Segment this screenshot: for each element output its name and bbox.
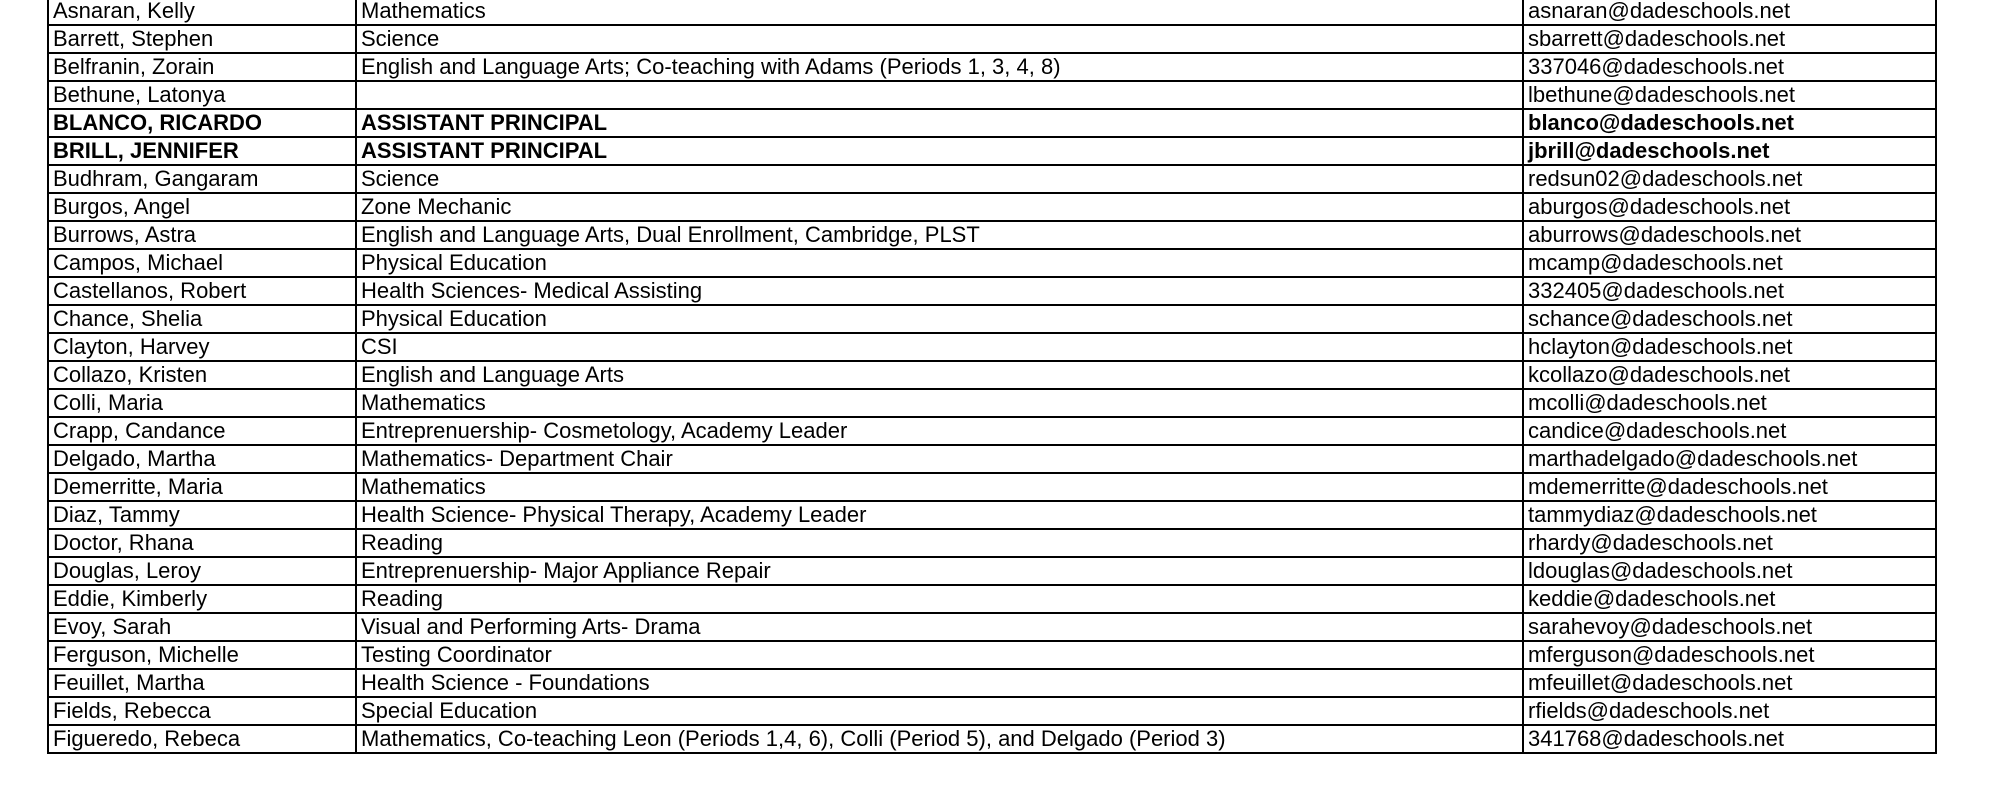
staff-subject-cell: Mathematics: [356, 389, 1523, 417]
staff-name-cell: Figueredo, Rebeca: [48, 725, 356, 753]
staff-email-cell: jbrill@dadeschools.net: [1523, 137, 1936, 165]
table-row: [48, 249, 1936, 277]
staff-subject-cell: Reading: [356, 585, 1523, 613]
staff-name-cell: Doctor, Rhana: [48, 529, 356, 557]
table-row: [48, 473, 1936, 501]
staff-name-cell: Collazo, Kristen: [48, 361, 356, 389]
staff-email-cell: mferguson@dadeschools.net: [1523, 641, 1936, 669]
staff-email-cell: hclayton@dadeschools.net: [1523, 333, 1936, 361]
table-row: [48, 585, 1936, 613]
staff-name-cell: Barrett, Stephen: [48, 25, 356, 53]
staff-name-cell: Burgos, Angel: [48, 193, 356, 221]
table-row: [48, 613, 1936, 641]
staff-subject-cell: Health Sciences- Medical Assisting: [356, 277, 1523, 305]
staff-email-cell: blanco@dadeschools.net: [1523, 109, 1936, 137]
staff-subject-cell: Science: [356, 25, 1523, 53]
staff-name-cell: Feuillet, Martha: [48, 669, 356, 697]
staff-name-cell: Demerritte, Maria: [48, 473, 356, 501]
staff-email-cell: sbarrett@dadeschools.net: [1523, 25, 1936, 53]
staff-subject-cell: Reading: [356, 529, 1523, 557]
staff-subject-cell: Special Education: [356, 697, 1523, 725]
staff-name-cell: Bethune, Latonya: [48, 81, 356, 109]
staff-subject-cell: [356, 81, 1523, 109]
table-row: [48, 25, 1936, 53]
staff-subject-cell: Mathematics- Department Chair: [356, 445, 1523, 473]
table-row: [48, 501, 1936, 529]
staff-email-cell: redsun02@dadeschools.net: [1523, 165, 1936, 193]
staff-subject-cell: Entreprenuership- Cosmetology, Academy Leader: [356, 417, 1523, 445]
staff-name-cell: Budhram, Gangaram: [48, 165, 356, 193]
table-row: [48, 725, 1936, 753]
table-row: [48, 0, 1936, 25]
staff-name-cell: Chance, Shelia: [48, 305, 356, 333]
staff-email-cell: mcamp@dadeschools.net: [1523, 249, 1936, 277]
staff-subject-cell: Entreprenuership- Major Appliance Repair: [356, 557, 1523, 585]
staff-name-cell: BLANCO, RICARDO: [48, 109, 356, 137]
staff-subject-cell: Science: [356, 165, 1523, 193]
staff-email-cell: candice@dadeschools.net: [1523, 417, 1936, 445]
staff-email-cell: rhardy@dadeschools.net: [1523, 529, 1936, 557]
staff-email-cell: asnaran@dadeschools.net: [1523, 0, 1936, 25]
staff-email-cell: marthadelgado@dadeschools.net: [1523, 445, 1936, 473]
staff-name-cell: Campos, Michael: [48, 249, 356, 277]
staff-subject-cell: Mathematics, Co-teaching Leon (Periods 1,4, 6), Colli (Period 5), and Delgado (Period 3): [356, 725, 1523, 753]
staff-email-cell: 332405@dadeschools.net: [1523, 277, 1936, 305]
staff-name-cell: Clayton, Harvey: [48, 333, 356, 361]
table-row: [48, 81, 1936, 109]
staff-name-cell: Diaz, Tammy: [48, 501, 356, 529]
staff-email-cell: aburrows@dadeschools.net: [1523, 221, 1936, 249]
staff-email-cell: rfields@dadeschools.net: [1523, 697, 1936, 725]
staff-name-cell: Burrows, Astra: [48, 221, 356, 249]
table-row: [48, 305, 1936, 333]
staff-subject-cell: Physical Education: [356, 249, 1523, 277]
staff-subject-cell: English and Language Arts: [356, 361, 1523, 389]
staff-email-cell: 337046@dadeschools.net: [1523, 53, 1936, 81]
table-row: [48, 333, 1936, 361]
staff-email-cell: mdemerritte@dadeschools.net: [1523, 473, 1936, 501]
staff-email-cell: mfeuillet@dadeschools.net: [1523, 669, 1936, 697]
staff-email-cell: mcolli@dadeschools.net: [1523, 389, 1936, 417]
staff-subject-cell: Visual and Performing Arts- Drama: [356, 613, 1523, 641]
staff-subject-cell: CSI: [356, 333, 1523, 361]
staff-subject-cell: Physical Education: [356, 305, 1523, 333]
staff-email-cell: tammydiaz@dadeschools.net: [1523, 501, 1936, 529]
staff-email-cell: sarahevoy@dadeschools.net: [1523, 613, 1936, 641]
table-row: [48, 361, 1936, 389]
table-row: [48, 53, 1936, 81]
staff-name-cell: Eddie, Kimberly: [48, 585, 356, 613]
staff-name-cell: Colli, Maria: [48, 389, 356, 417]
table-row: [48, 277, 1936, 305]
staff-subject-cell: Health Science - Foundations: [356, 669, 1523, 697]
staff-name-cell: Ferguson, Michelle: [48, 641, 356, 669]
staff-email-cell: schance@dadeschools.net: [1523, 305, 1936, 333]
staff-directory-body: [48, 0, 1936, 753]
table-row: [48, 641, 1936, 669]
table-row: [48, 669, 1936, 697]
staff-subject-cell: English and Language Arts, Dual Enrollment, Cambridge, PLST: [356, 221, 1523, 249]
staff-name-cell: Fields, Rebecca: [48, 697, 356, 725]
staff-subject-cell: English and Language Arts; Co-teaching with Adams (Periods 1, 3, 4, 8): [356, 53, 1523, 81]
table-row: [48, 193, 1936, 221]
staff-name-cell: Crapp, Candance: [48, 417, 356, 445]
staff-subject-cell: ASSISTANT PRINCIPAL: [356, 109, 1523, 137]
table-row: [48, 221, 1936, 249]
staff-subject-cell: Health Science- Physical Therapy, Academy Leader: [356, 501, 1523, 529]
staff-email-cell: 341768@dadeschools.net: [1523, 725, 1936, 753]
staff-subject-cell: Testing Coordinator: [356, 641, 1523, 669]
staff-name-cell: Belfranin, Zorain: [48, 53, 356, 81]
staff-subject-cell: Mathematics: [356, 0, 1523, 25]
staff-subject-cell: Zone Mechanic: [356, 193, 1523, 221]
staff-name-cell: Delgado, Martha: [48, 445, 356, 473]
staff-name-cell: BRILL, JENNIFER: [48, 137, 356, 165]
staff-email-cell: lbethune@dadeschools.net: [1523, 81, 1936, 109]
staff-directory-sheet: [47, 0, 1935, 754]
table-row: [48, 557, 1936, 585]
table-row: [48, 165, 1936, 193]
staff-name-cell: Asnaran, Kelly: [48, 0, 356, 25]
staff-email-cell: keddie@dadeschools.net: [1523, 585, 1936, 613]
staff-name-cell: Evoy, Sarah: [48, 613, 356, 641]
table-row: [48, 697, 1936, 725]
staff-email-cell: aburgos@dadeschools.net: [1523, 193, 1936, 221]
table-row: [48, 109, 1936, 137]
table-row: [48, 137, 1936, 165]
staff-directory-table: [47, 0, 1937, 754]
staff-name-cell: Douglas, Leroy: [48, 557, 356, 585]
table-row: [48, 529, 1936, 557]
table-row: [48, 445, 1936, 473]
staff-email-cell: ldouglas@dadeschools.net: [1523, 557, 1936, 585]
staff-subject-cell: Mathematics: [356, 473, 1523, 501]
table-row: [48, 417, 1936, 445]
staff-subject-cell: ASSISTANT PRINCIPAL: [356, 137, 1523, 165]
table-row: [48, 389, 1936, 417]
staff-name-cell: Castellanos, Robert: [48, 277, 356, 305]
staff-email-cell: kcollazo@dadeschools.net: [1523, 361, 1936, 389]
